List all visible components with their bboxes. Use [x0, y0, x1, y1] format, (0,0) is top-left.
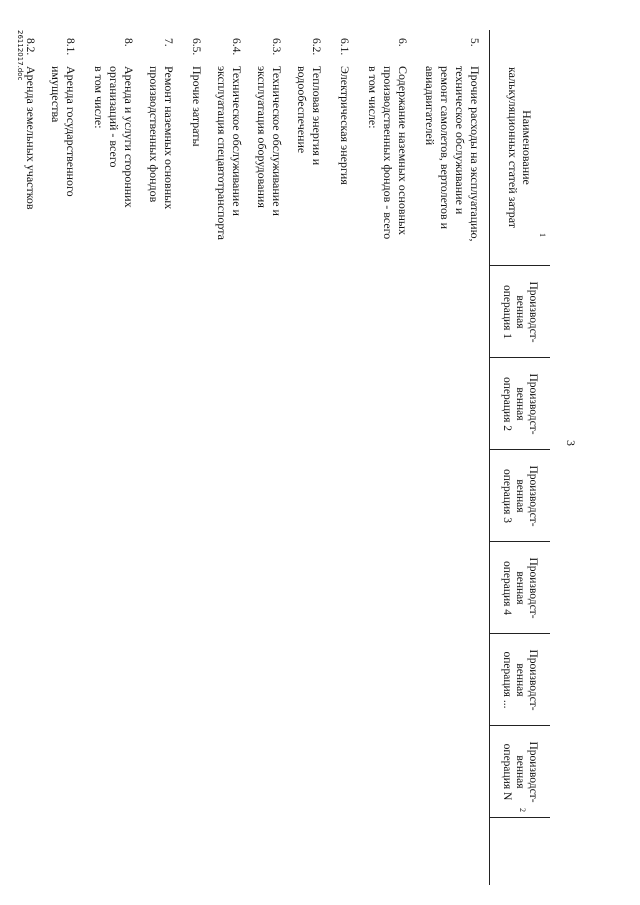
row-number: 8.	[122, 38, 134, 47]
row-number: 6.1.	[338, 38, 350, 56]
row-label: Прочие затраты	[190, 66, 204, 147]
header-divider	[490, 541, 550, 542]
row-number: 6.2.	[310, 38, 322, 56]
row-label: Аренда и услуги сторонних организаций - всего в том числе:	[92, 66, 136, 208]
header-operation-3: Производст- венная операция 3	[501, 465, 540, 527]
row-number: 6.5.	[190, 38, 202, 56]
row-label: Аренда государственного имущества	[49, 66, 78, 197]
row-label: Техническое обслуживание и эксплуатация спецавтотранспорта	[215, 66, 244, 240]
row-label: Тепловая энергия и водообеспечение	[295, 66, 324, 166]
page-number: 3	[564, 440, 578, 446]
header-rule	[489, 30, 490, 885]
row-number: 6.	[396, 38, 408, 47]
row-label: Ремонт наземных основных производственных фондов	[147, 66, 176, 210]
header-divider	[490, 725, 550, 726]
row-number: 8.1.	[64, 38, 76, 56]
row-label: Аренда земельных участков	[24, 66, 38, 210]
header-divider	[490, 449, 550, 450]
header-operation-2: Производст- венная операция 2	[501, 373, 540, 435]
row-label: Прочие расходы на эксплуатацию, техническое обслуживание и ремонт самолетов, вертолетов и авиадвигателей	[423, 66, 482, 242]
row-number: 7.	[162, 38, 174, 47]
footer-filename: 26112017.doc	[16, 30, 24, 81]
header-operation-n	[492, 727, 548, 817]
header-operation-4: Производст- венная операция 4	[501, 557, 540, 619]
row-label: Содержание наземных основных производственных фондов - всего в том числе:	[366, 66, 410, 240]
row-number: 8.2.	[24, 38, 36, 56]
row-label: Электрическая энергия	[338, 66, 352, 185]
header-name-text: Наименование калькуляционных статей затрат	[506, 66, 534, 229]
header-name-column	[492, 30, 548, 265]
row-number: 6.3.	[270, 38, 282, 56]
header-divider	[490, 633, 550, 634]
header-divider	[490, 357, 550, 358]
header-divider	[490, 817, 550, 818]
header-operation-etc: Производст- венная операция ...	[501, 649, 540, 711]
rotated-table-sheet: 3 Наименование калькуляционных статей затрат Производст- венная операция 1 Производст- венная операция 2 Производст- венная операция 3 Производст- венная операция 4 Производст- венная операция ... Производст- венная операция N 1 2 5. Прочие расходы на эксплуатацию, техническое обслуживание и ремонт самолетов, вертолетов и авиадвигателей 6. Содержание наземных основных производственных фондов - всего в том числе: 6.1. Электрическая энергия 6.2. Тепловая энергия и водообеспечение 6.3. Техническое обслуживание и эксплуатация оборудования 6.4. Техническое обслуживание и эксплуатация спецавтотранспорта 6.5. Прочие затраты 7. Ремонт наземных основных производственных фондов 8. Аренда и услуги сторонних организаций - всего в том числе: 8.1. Аренда государственного имущества 8.2. Аренда земельных участков 26112017.doc	[0, 0, 640, 905]
row-label: Техническое обслуживание и эксплуатация оборудования	[255, 66, 284, 216]
row-number: 5.	[468, 38, 480, 47]
row-number: 6.4.	[230, 38, 242, 56]
header-divider	[490, 265, 550, 266]
header-operation-n-text: Производст- венная операция N	[501, 741, 540, 803]
header-operation-1: Производст- венная операция 1	[501, 281, 540, 343]
